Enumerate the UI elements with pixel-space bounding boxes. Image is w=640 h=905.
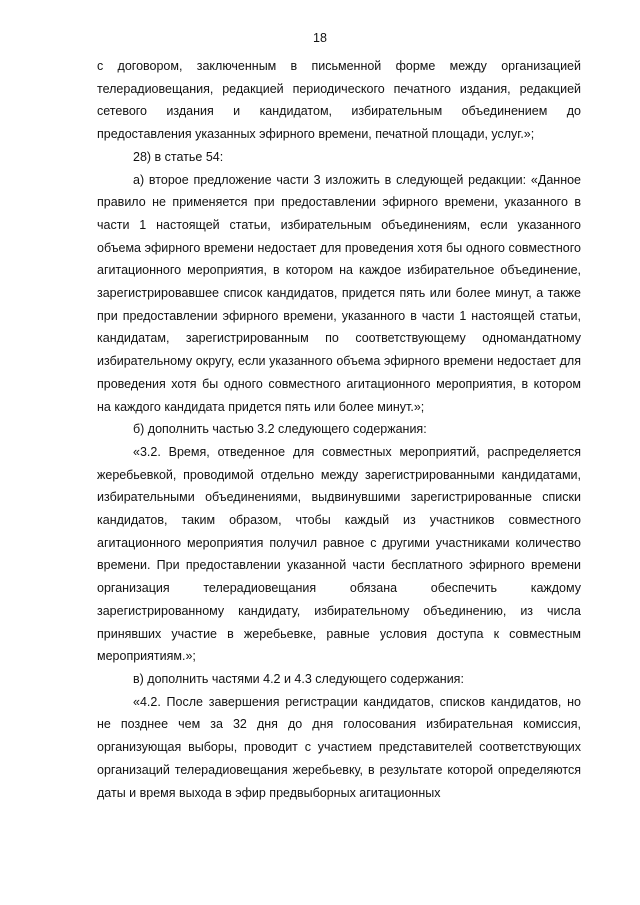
paragraph: с договором, заключенным в письменной форме между организацией телерадиовещания, редакцией периодического печатного издания, редакцией сетевого издания и кандидатом, избирательным объединением до предоставления указанных эфирного времени, печатной площади, услуг.»;: [97, 59, 581, 142]
paragraph: а) второе предложение части 3 изложить в следующей редакции: «Данное правило не применяется при предоставлении эфирного времени, указанного в части 1 настоящей статьи, избирательным объединениям, если указанного объема эфирного времени недостает для проведения хотя бы одного совместного агитационного мероприятия, в котором на каждое избирательное объединение, зарегистрировавшее список кандидатов, придется пять или более минут, а также при предоставлении эфирного времени, указанного в части 1 настоящей статьи, кандидатам, зарегистрированным по соответствующему одномандатному избирательному округу, если указанного объема эфирного времени недостает для проведения хотя бы одного совместного агитационного мероприятия, в котором на каждого кандидата придется пять или более минут.»;: [97, 172, 581, 414]
paragraph: б) дополнить частью 3.2 следующего содержания:: [133, 422, 427, 437]
page-number: 18: [313, 31, 327, 45]
paragraph: 28) в статье 54:: [133, 149, 224, 164]
document-body: [97, 55, 581, 804]
paragraph: «3.2. Время, отведенное для совместных мероприятий, распределяется жеребьевкой, проводимой отдельно между зарегистрированными кандидатами, избирательными объединениями, выдвинувшими зарегистрированные списки кандидатов, таким образом, чтобы каждый из участников совместного агитационного мероприятия получил равное с другими участниками количество времени. При предоставлении указанной части бесплатного эфирного времени организация телерадиовещания обязана обеспечить каждому зарегистрированному кандидату, избирательному объединению, из числа принявших участие в жеребьевке, равные условия доступа к совместным мероприятиям.»;: [97, 444, 581, 664]
paragraph: в) дополнить частями 4.2 и 4.3 следующего содержания:: [133, 671, 464, 686]
paragraph: «4.2. После завершения регистрации кандидатов, списков кандидатов, но не позднее чем за 32 дня до дня голосования избирательная комиссия, организующая выборы, проводит с участием представителей соответствующих организаций телерадиовещания жеребьевку, в результате которой определяются даты и время выхода в эфир предвыборных агитационных: [97, 694, 581, 800]
